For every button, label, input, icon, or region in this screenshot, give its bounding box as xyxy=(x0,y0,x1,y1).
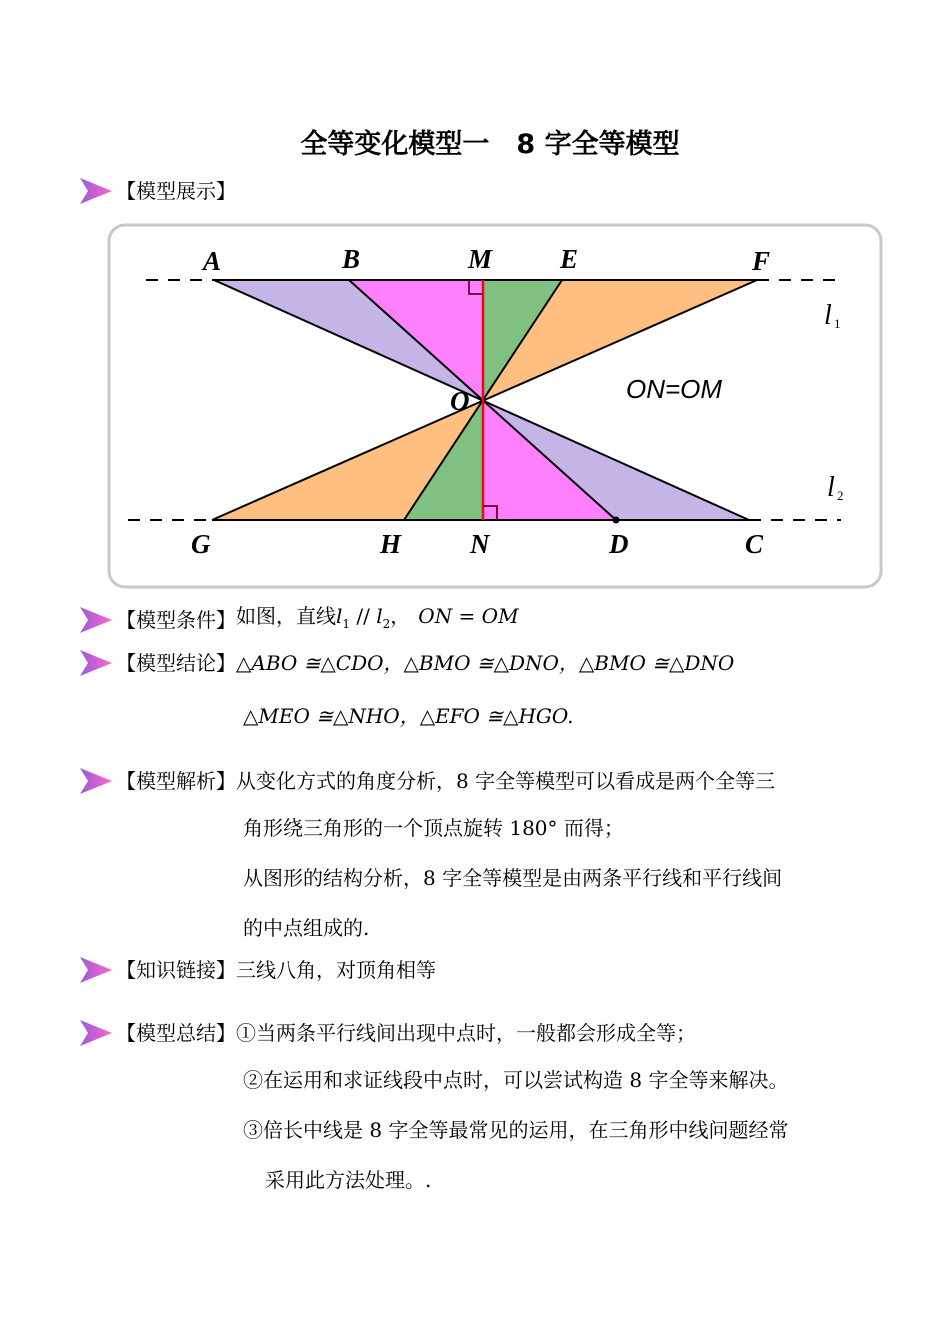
geometry-figure xyxy=(106,222,884,590)
label-d: D xyxy=(609,529,629,559)
arrow-bullet-icon xyxy=(78,605,114,635)
section-analysis xyxy=(78,766,775,796)
knowledge-text: 三线八角，对顶角相等 xyxy=(236,958,436,982)
analysis-line-3: 从图形的结构分析，8 字全等模型是由两条平行线和平行线间 xyxy=(243,866,783,890)
figure-equation: ON=OM xyxy=(626,374,723,404)
label-h: H xyxy=(380,529,402,559)
label-a: A xyxy=(203,246,222,276)
analysis-line-4: 的中点组成的. xyxy=(243,916,370,940)
summary-line-3: ③倍长中线是 8 字全等最常见的运用，在三角形中线问题经常 xyxy=(243,1118,789,1142)
conclusion-line-2: △MEO ≅△NHO，△EFO ≅△HGO. xyxy=(243,704,574,728)
label-b: B xyxy=(342,244,361,274)
section-label-summary: 【模型总结】 xyxy=(116,1021,236,1045)
arrow-bullet-icon xyxy=(78,955,114,985)
analysis-line-1: 从变化方式的角度分析，8 字全等模型可以看成是两个全等三 xyxy=(236,769,776,793)
arrow-bullet-icon xyxy=(78,1018,114,1048)
label-n: N xyxy=(470,529,490,559)
section-conditions xyxy=(78,604,519,636)
section-label-display: 【模型展示】 xyxy=(116,179,236,203)
summary-line-1: ①当两条平行线间出现中点时，一般都会形成全等； xyxy=(236,1021,696,1045)
conditions-text: 如图，直线$l_1 // l_2$， ON = OM xyxy=(236,604,519,631)
label-f: F xyxy=(752,246,771,276)
section-knowledge xyxy=(78,955,436,985)
summary-line-2: ②在运用和求证线段中点时，可以尝试构造 8 字全等来解决。 xyxy=(243,1068,789,1092)
label-l2-sub: 2 xyxy=(837,488,844,503)
label-e: E xyxy=(560,244,579,274)
label-m: M xyxy=(468,244,493,274)
label-l2: l xyxy=(827,472,835,503)
analysis-line-2: 角形绕三角形的一个顶点旋转 180° 而得； xyxy=(243,816,624,840)
section-summary xyxy=(78,1018,696,1048)
figure-svg xyxy=(106,222,884,590)
label-l1: l xyxy=(824,300,832,331)
section-display xyxy=(78,176,236,206)
arrow-bullet-icon xyxy=(78,648,114,678)
section-label-conditions: 【模型条件】 xyxy=(116,608,236,632)
conclusion-line-1: △ABO ≅△CDO，△BMO ≅△DNO，△BMO ≅△DNO xyxy=(236,651,735,675)
label-g: G xyxy=(191,529,211,559)
section-label-knowledge: 【知识链接】 xyxy=(116,958,236,982)
section-label-conclusion: 【模型结论】 xyxy=(116,651,236,675)
label-c: C xyxy=(745,529,764,559)
arrow-bullet-icon xyxy=(78,176,114,206)
section-conclusion xyxy=(78,648,734,678)
label-o: O xyxy=(450,386,470,416)
page-title: 全等变化模型一 8 字全等模型 xyxy=(300,129,680,160)
summary-line-4: 采用此方法处理。. xyxy=(265,1168,432,1192)
arrow-bullet-icon xyxy=(78,766,114,796)
label-l1-sub: 1 xyxy=(834,316,841,331)
section-label-analysis: 【模型解析】 xyxy=(116,769,236,793)
